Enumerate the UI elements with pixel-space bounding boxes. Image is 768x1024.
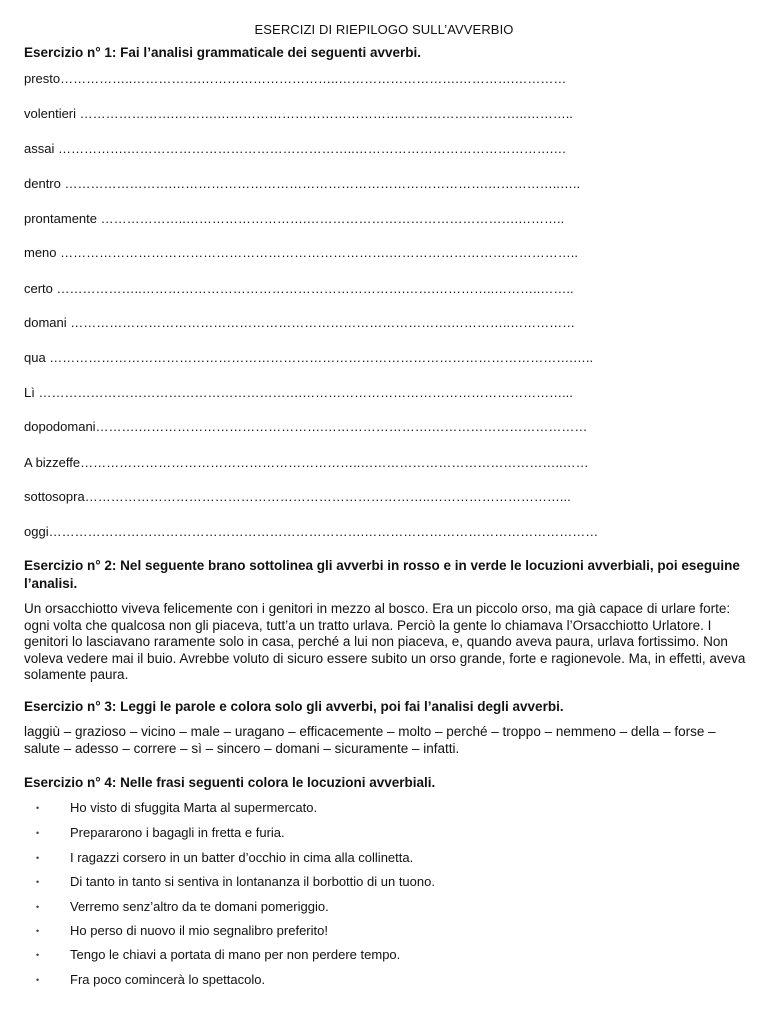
- bullet-icon: •: [36, 950, 40, 960]
- bullet-icon: •: [36, 853, 40, 863]
- exercise-4-heading: Esercizio n° 4: Nelle frasi seguenti colora le locuzioni avverbiali.: [24, 775, 436, 790]
- exercise-1-item: dentro …………………….……………………………………………………………….……………..…..: [24, 176, 581, 191]
- exercise-1-item: volentieri ………………….……….…………………………………….………………………..………..: [24, 106, 573, 121]
- exercise-1-heading: Esercizio n° 1: Fai l’analisi grammaticale dei seguenti avverbi.: [24, 45, 422, 60]
- exercise-1-item: assai …………….……………………………………………..……………………………………….…: [24, 141, 567, 156]
- exercise-4-item: Tengo le chiavi a portata di mano per non perdere tempo.: [70, 947, 401, 962]
- exercise-4-item: Prepararono i bagagli in fretta e furia.: [70, 825, 285, 840]
- exercise-1-item: certo ………………..…………………………………………………….…….…………..………..……..: [24, 281, 574, 296]
- bullet-icon: •: [36, 828, 40, 838]
- exercise-4-item: I ragazzi corsero in un batter d’occhio in cima alla collinetta.: [70, 850, 414, 865]
- exercise-4-item: Di tanto in tanto si sentiva in lontananza il borbottio di un tuono.: [70, 874, 435, 889]
- exercise-4-item: Ho perso di nuovo il mio segnalibro preferito!: [70, 923, 328, 938]
- exercise-4-item: Ho visto di sfuggita Marta al supermercato.: [70, 800, 318, 815]
- bullet-icon: •: [36, 975, 40, 985]
- bullet-icon: •: [36, 803, 40, 813]
- exercise-1-item: oggi……………………………………………………………….………………………………………………: [24, 524, 599, 539]
- exercise-2-heading: Esercizio n° 2: Nel seguente brano sottolinea gli avverbi in rosso e in verde le locuzioni avverbiali, poi eseguine l’analisi.: [24, 558, 740, 591]
- exercise-3-heading: Esercizio n° 3: Leggi le parole e colora solo gli avverbi, poi fai l’analisi degli avverbi.: [24, 699, 564, 714]
- bullet-icon: •: [36, 877, 40, 887]
- exercise-1-item: presto……………..…………….…………………………..……………………….………….…………: [24, 71, 567, 86]
- page-title: ESERCIZI DI RIEPILOGO SULL’AVVERBIO: [254, 22, 514, 37]
- bullet-icon: •: [36, 902, 40, 912]
- exercise-1-item: sottosopra……………………………………………………………………..…………………………...: [24, 489, 571, 504]
- exercise-2-text: Un orsacchiotto viveva felicemente con i genitori in mezzo al bosco. Era un piccolo orso, ma già capace di urlare forte: ogni volta che qualcosa non gli piaceva, tutt’a un tratto urlava. Perciò la gente lo chiamava l’Orsacchiotto Urlatore. I genitori lo lasciavano raramente solo in casa, perché a lui non piaceva, e, quando aveva paura, urlava fortissimo. Non voleva vedere mai il buio. Avrebbe voluto di sicuro essere subito un orso grande, forte e ragionevole. Ma, in effetti, aveva solamente paura.: [24, 601, 746, 682]
- exercise-4-item: Verremo senz’altro da te domani pomeriggio.: [70, 899, 329, 914]
- exercise-1-item: qua ………………………………………………………………………………………………………….…..: [24, 350, 594, 365]
- exercise-1-item: meno ………………………………………………………………….……………………………………..: [24, 245, 578, 260]
- exercise-4-item: Fra poco comincerà lo spettacolo.: [70, 972, 266, 987]
- exercise-1-item: prontamente ………………..……………………….………………………………………….………..: [24, 211, 565, 226]
- exercise-1-item: Lì …………………………………………………….……………………………………………………...: [24, 385, 573, 400]
- exercise-1-item: domani …………………………………………………………………………….…………..……………: [24, 315, 576, 330]
- bullet-icon: •: [36, 926, 40, 936]
- exercise-3-text: laggiù – grazioso – vicino – male – uragano – efficacemente – molto – perché – troppo – nemmeno – della – forse – salute – adesso – correre – sì – sincero – domani – sicuramente – infatti.: [24, 724, 716, 756]
- exercise-1-item: A bizzeffe………………………………………………………..………………………………………..……: [24, 455, 589, 470]
- exercise-1-item: dopodomani……….…………………………………….…………………….………………………………: [24, 419, 588, 434]
